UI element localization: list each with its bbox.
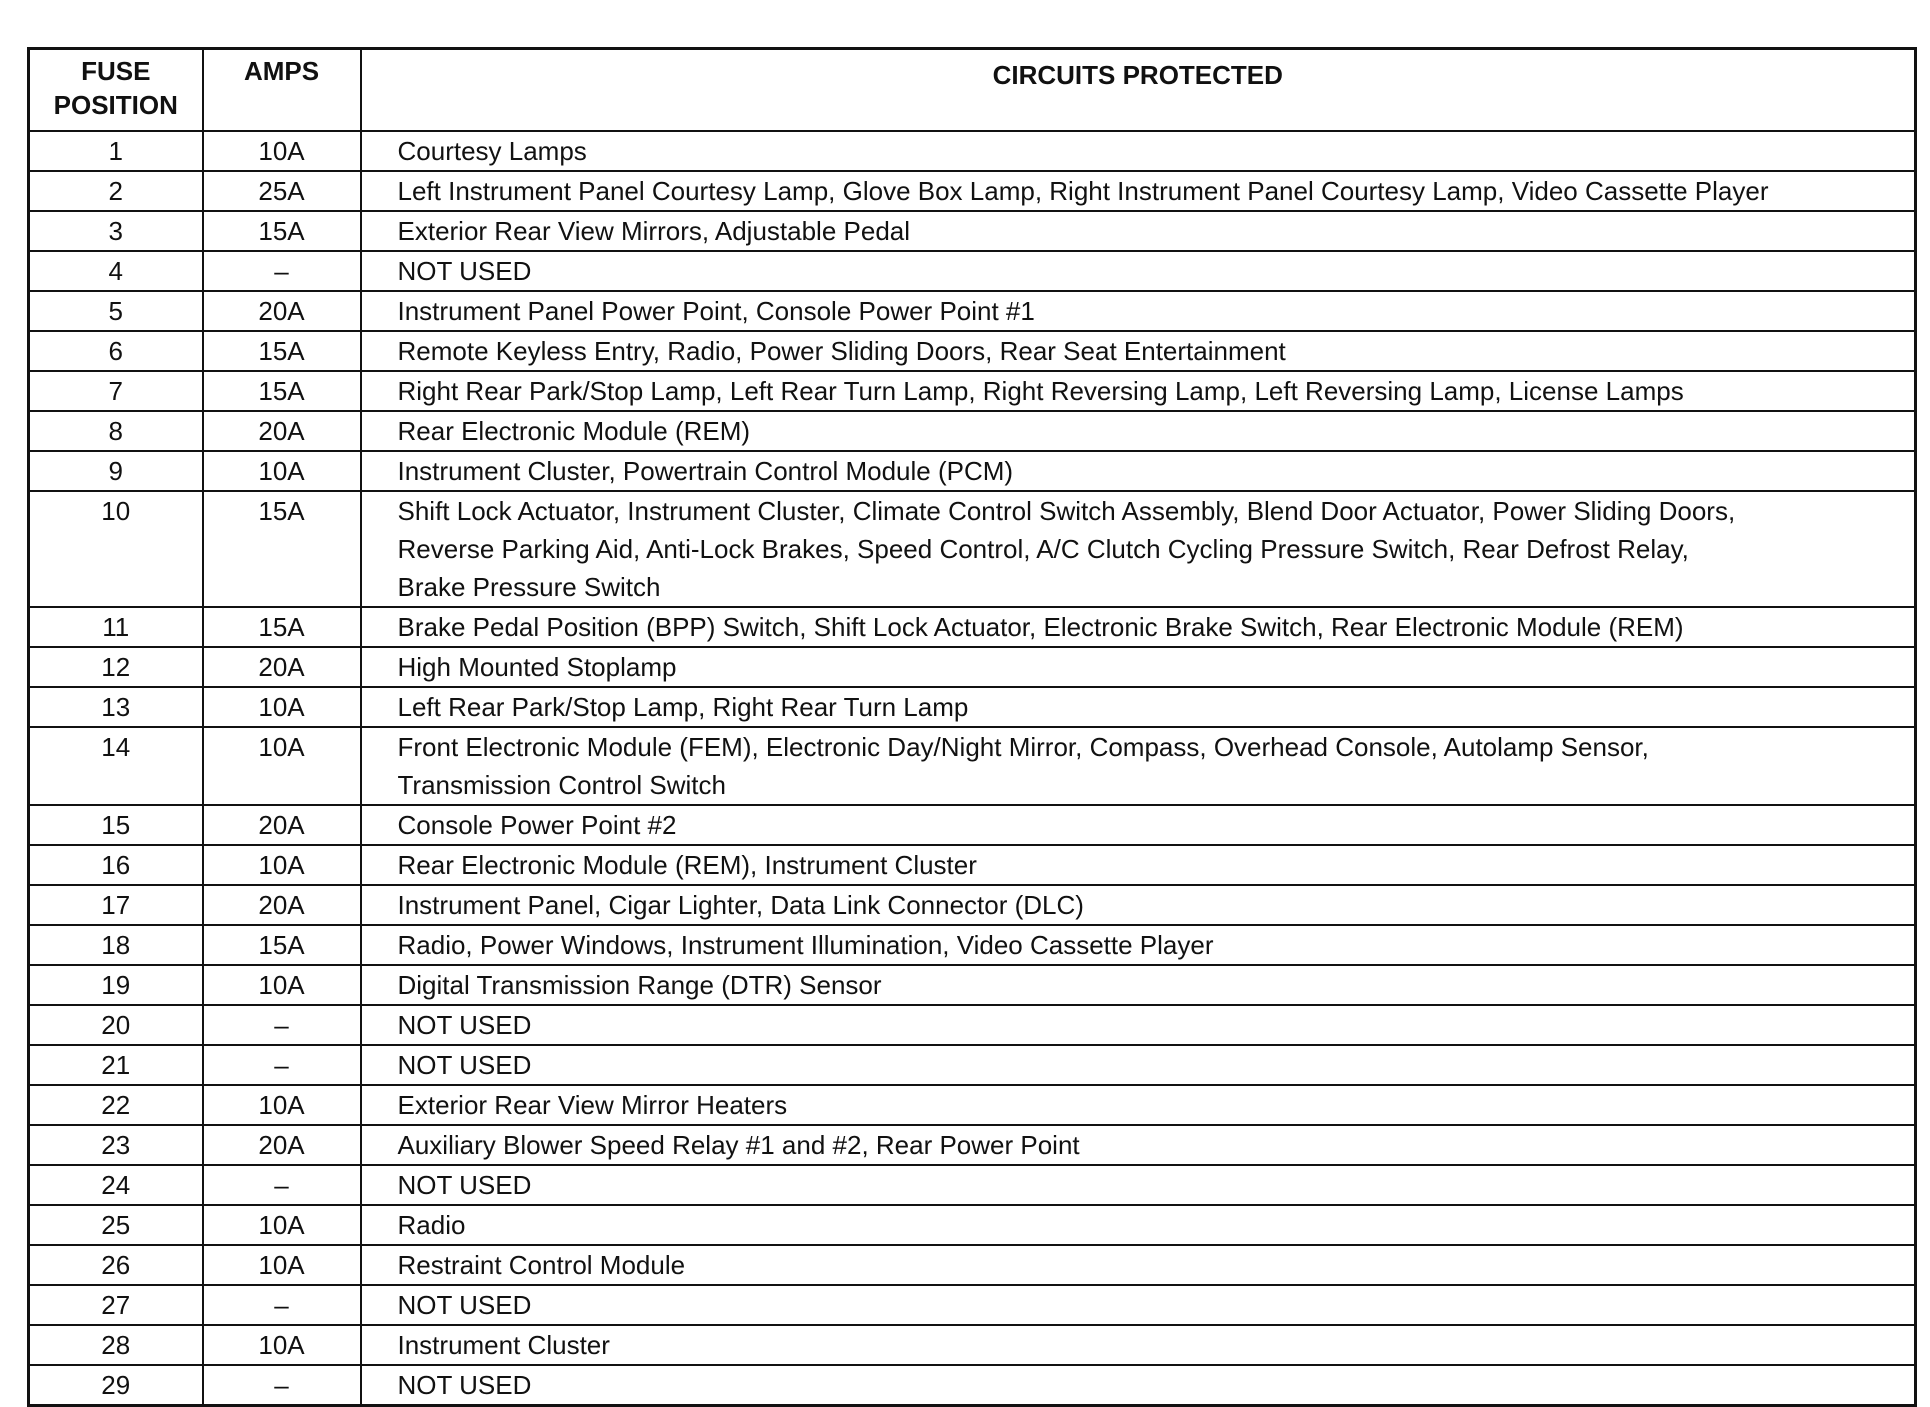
table-row bbox=[29, 331, 1916, 371]
fuse-position-cell: 26 bbox=[29, 1245, 203, 1285]
amps-cell: 10A bbox=[203, 845, 361, 885]
circuits-cell: NOT USED bbox=[361, 1165, 1916, 1205]
amps-cell: 10A bbox=[203, 1325, 361, 1365]
header-amps: AMPS bbox=[203, 49, 361, 132]
circuits-cell: Restraint Control Module bbox=[361, 1245, 1916, 1285]
amps-cell: 20A bbox=[203, 291, 361, 331]
fuse-position-cell: 2 bbox=[29, 171, 203, 211]
table-row bbox=[29, 1125, 1916, 1165]
fuse-position-cell: 19 bbox=[29, 965, 203, 1005]
fuse-position-cell: 16 bbox=[29, 845, 203, 885]
table-row bbox=[29, 211, 1916, 251]
circuits-cell: Console Power Point #2 bbox=[361, 805, 1916, 845]
table-row bbox=[29, 965, 1916, 1005]
amps-cell: – bbox=[203, 1165, 361, 1205]
circuits-cell: Exterior Rear View Mirror Heaters bbox=[361, 1085, 1916, 1125]
circuits-cell: Front Electronic Module (FEM), Electronic Day/Night Mirror, Compass, Overhead Console, Autolamp Sensor, Transmission Control Switch bbox=[361, 727, 1916, 805]
table-row bbox=[29, 491, 1916, 607]
amps-cell: 10A bbox=[203, 451, 361, 491]
table-row bbox=[29, 845, 1916, 885]
amps-cell: 20A bbox=[203, 1125, 361, 1165]
fuse-table bbox=[27, 47, 1917, 1407]
table-row bbox=[29, 1165, 1916, 1205]
amps-cell: 10A bbox=[203, 1205, 361, 1245]
amps-cell: 20A bbox=[203, 805, 361, 845]
circuits-cell: Exterior Rear View Mirrors, Adjustable Pedal bbox=[361, 211, 1916, 251]
circuits-cell: Left Rear Park/Stop Lamp, Right Rear Turn Lamp bbox=[361, 687, 1916, 727]
amps-cell: 10A bbox=[203, 131, 361, 171]
table-row bbox=[29, 291, 1916, 331]
table-row bbox=[29, 1045, 1916, 1085]
amps-cell: 15A bbox=[203, 371, 361, 411]
fuse-position-cell: 21 bbox=[29, 1045, 203, 1085]
circuits-cell: Rear Electronic Module (REM) bbox=[361, 411, 1916, 451]
fuse-position-cell: 13 bbox=[29, 687, 203, 727]
circuits-cell: Brake Pedal Position (BPP) Switch, Shift Lock Actuator, Electronic Brake Switch, Rear Electronic Module (REM) bbox=[361, 607, 1916, 647]
amps-cell: 15A bbox=[203, 925, 361, 965]
fuse-position-cell: 9 bbox=[29, 451, 203, 491]
circuits-cell: Instrument Cluster bbox=[361, 1325, 1916, 1365]
circuits-cell: Digital Transmission Range (DTR) Sensor bbox=[361, 965, 1916, 1005]
table-row bbox=[29, 1245, 1916, 1285]
table-row bbox=[29, 885, 1916, 925]
table-row bbox=[29, 451, 1916, 491]
amps-cell: 20A bbox=[203, 411, 361, 451]
fuse-position-cell: 24 bbox=[29, 1165, 203, 1205]
table-row bbox=[29, 607, 1916, 647]
table-row bbox=[29, 1325, 1916, 1365]
amps-cell: – bbox=[203, 1365, 361, 1406]
table-header bbox=[29, 49, 1916, 132]
table-row bbox=[29, 647, 1916, 687]
amps-cell: 20A bbox=[203, 647, 361, 687]
header-row bbox=[29, 49, 1916, 132]
table-row bbox=[29, 251, 1916, 291]
fuse-position-cell: 27 bbox=[29, 1285, 203, 1325]
circuits-cell: NOT USED bbox=[361, 1285, 1916, 1325]
table-row bbox=[29, 171, 1916, 211]
amps-cell: – bbox=[203, 1045, 361, 1085]
circuits-cell: Remote Keyless Entry, Radio, Power Sliding Doors, Rear Seat Entertainment bbox=[361, 331, 1916, 371]
amps-cell: 10A bbox=[203, 727, 361, 805]
fuse-position-cell: 23 bbox=[29, 1125, 203, 1165]
table-row bbox=[29, 1085, 1916, 1125]
circuits-cell: Left Instrument Panel Courtesy Lamp, Glove Box Lamp, Right Instrument Panel Courtesy Lamp, Video Cassette Player bbox=[361, 171, 1916, 211]
circuits-cell: Instrument Cluster, Powertrain Control Module (PCM) bbox=[361, 451, 1916, 491]
circuits-cell: Instrument Panel, Cigar Lighter, Data Link Connector (DLC) bbox=[361, 885, 1916, 925]
circuits-cell: Instrument Panel Power Point, Console Power Point #1 bbox=[361, 291, 1916, 331]
header-fuse-position: FUSE POSITION bbox=[29, 49, 203, 132]
amps-cell: 10A bbox=[203, 1245, 361, 1285]
fuse-position-cell: 17 bbox=[29, 885, 203, 925]
table-row bbox=[29, 1365, 1916, 1406]
fuse-position-cell: 14 bbox=[29, 727, 203, 805]
fuse-position-cell: 6 bbox=[29, 331, 203, 371]
fuse-position-cell: 25 bbox=[29, 1205, 203, 1245]
circuits-cell: NOT USED bbox=[361, 1005, 1916, 1045]
table-row bbox=[29, 1005, 1916, 1045]
header-circuits-protected: CIRCUITS PROTECTED bbox=[361, 49, 1916, 132]
table-row bbox=[29, 1285, 1916, 1325]
circuits-cell: Shift Lock Actuator, Instrument Cluster, Climate Control Switch Assembly, Blend Door Actuator, Power Sliding Doors, Reverse Parking Aid, Anti-Lock Brakes, Speed Control, A/C Clutch Cycling Pressure Switch, Rear Defrost Relay, Brake Pressure Switch bbox=[361, 491, 1916, 607]
amps-cell: – bbox=[203, 1285, 361, 1325]
circuits-cell: High Mounted Stoplamp bbox=[361, 647, 1916, 687]
circuits-cell: NOT USED bbox=[361, 251, 1916, 291]
table-body bbox=[29, 131, 1916, 1406]
table-row bbox=[29, 925, 1916, 965]
table-row bbox=[29, 411, 1916, 451]
amps-cell: 15A bbox=[203, 211, 361, 251]
fuse-position-cell: 5 bbox=[29, 291, 203, 331]
table-row bbox=[29, 687, 1916, 727]
fuse-position-cell: 20 bbox=[29, 1005, 203, 1045]
circuits-cell: Rear Electronic Module (REM), Instrument Cluster bbox=[361, 845, 1916, 885]
amps-cell: 10A bbox=[203, 965, 361, 1005]
fuse-position-cell: 29 bbox=[29, 1365, 203, 1406]
circuits-cell: NOT USED bbox=[361, 1365, 1916, 1406]
fuse-position-cell: 3 bbox=[29, 211, 203, 251]
amps-cell: 15A bbox=[203, 331, 361, 371]
fuse-position-cell: 22 bbox=[29, 1085, 203, 1125]
circuits-cell: Courtesy Lamps bbox=[361, 131, 1916, 171]
fuse-position-cell: 11 bbox=[29, 607, 203, 647]
table-row bbox=[29, 1205, 1916, 1245]
table-row bbox=[29, 727, 1916, 805]
amps-cell: 10A bbox=[203, 687, 361, 727]
fuse-position-cell: 18 bbox=[29, 925, 203, 965]
fuse-position-cell: 12 bbox=[29, 647, 203, 687]
table-row bbox=[29, 131, 1916, 171]
table-row bbox=[29, 371, 1916, 411]
table-row bbox=[29, 805, 1916, 845]
circuits-cell: Auxiliary Blower Speed Relay #1 and #2, Rear Power Point bbox=[361, 1125, 1916, 1165]
fuse-position-cell: 4 bbox=[29, 251, 203, 291]
fuse-position-cell: 1 bbox=[29, 131, 203, 171]
circuits-cell: Right Rear Park/Stop Lamp, Left Rear Turn Lamp, Right Reversing Lamp, Left Reversing Lamp, License Lamps bbox=[361, 371, 1916, 411]
circuits-cell: Radio, Power Windows, Instrument Illumination, Video Cassette Player bbox=[361, 925, 1916, 965]
fuse-position-cell: 7 bbox=[29, 371, 203, 411]
fuse-position-cell: 15 bbox=[29, 805, 203, 845]
amps-cell: 15A bbox=[203, 491, 361, 607]
amps-cell: 20A bbox=[203, 885, 361, 925]
amps-cell: 10A bbox=[203, 1085, 361, 1125]
circuits-cell: NOT USED bbox=[361, 1045, 1916, 1085]
fuse-position-cell: 28 bbox=[29, 1325, 203, 1365]
fuse-position-cell: 10 bbox=[29, 491, 203, 607]
amps-cell: 25A bbox=[203, 171, 361, 211]
amps-cell: – bbox=[203, 251, 361, 291]
amps-cell: 15A bbox=[203, 607, 361, 647]
fuse-position-cell: 8 bbox=[29, 411, 203, 451]
amps-cell: – bbox=[203, 1005, 361, 1045]
circuits-cell: Radio bbox=[361, 1205, 1916, 1245]
